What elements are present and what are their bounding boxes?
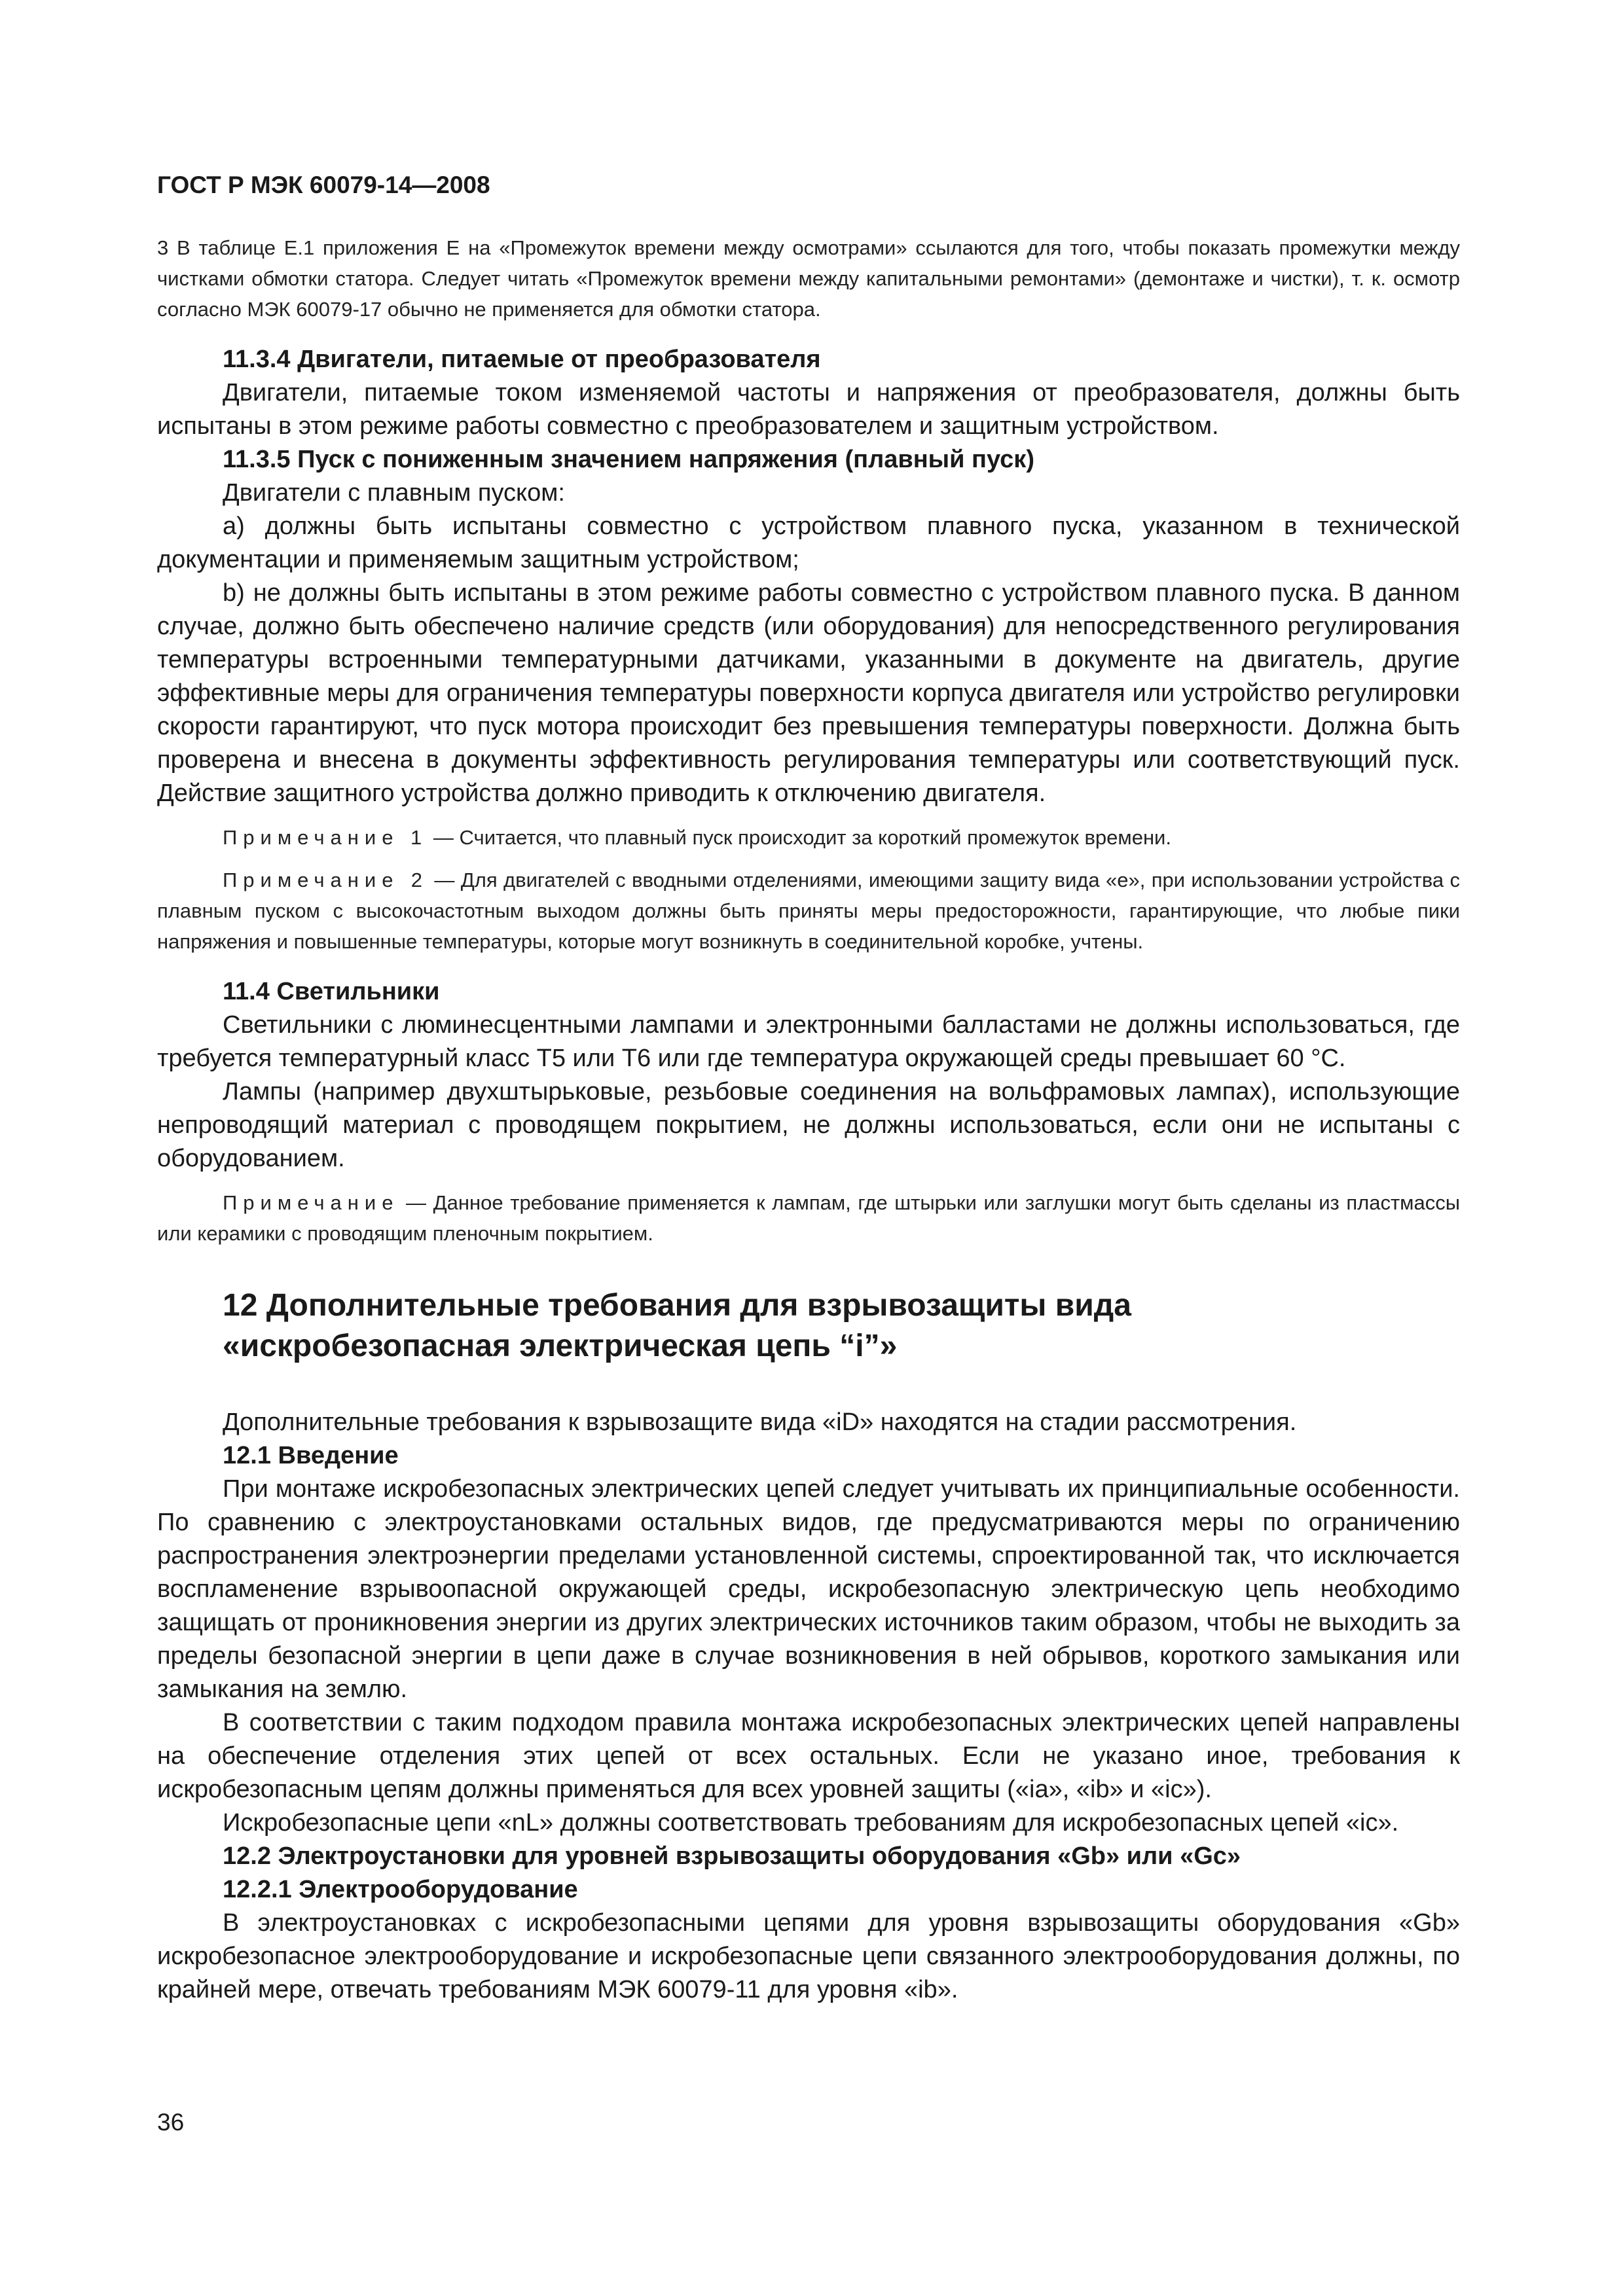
- paragraph-12-intro: Дополнительные требования к взрывозащите вида «iD» находятся на стадии рассмотрения.: [223, 1408, 1297, 1436]
- note-11-4-text: — Данное требование применяется к лампам, где штырьки или заглушки могут быть сделаны из пластмассы или керамики с проводящим пленочным покрытием.: [157, 1191, 1460, 1245]
- note-11-4: [157, 1187, 1460, 1249]
- heading-11-3-4: 11.3.4 Двигатели, питаемые от преобразователя: [223, 346, 821, 373]
- paragraph-12-1-3: Искробезопасные цепи «nL» должны соответствовать требованиям для искробезопасных цепей «ic».: [223, 1809, 1399, 1837]
- page-number: 36: [157, 2109, 185, 2136]
- paragraph-12-1-1: При монтаже искробезопасных электрических цепей следует учитывать их принципиальные особенности. По сравнению с электроустановками остальных видов, где предусматриваются меры по ограничению распространения электроэнергии пределами установленной системы, спроектированной так, что исключается воспламенение взрывоопасной окружающей среды, искробезопасную электрическую цепь необходимо защищать от проникновения энергии из других электрических источников таким образом, чтобы не выходить за пределы безопасной энергии в цепи даже в случае возникновения в ней обрывов, короткого замыкания или замыкания на землю.: [157, 1475, 1460, 1703]
- paragraph-12-2-1: В электроустановках с искробезопасными цепями для уровня взрывозащиты оборудования «Gb» искробезопасное электрооборудование и искробезопасные цепи связанного электрооборудования должны, по крайней мере, отвечать требованиям МЭК 60079-11 для уровня «ib».: [157, 1909, 1460, 2003]
- paragraph-11-4-1: Светильники с люминесцентными лампами и электронными балластами не должны использоваться, где требуется температурный класс Т5 или Т6 или где температура окружающей среды превышает 60 °С.: [157, 1011, 1460, 1072]
- heading-12-2: 12.2 Электроустановки для уровней взрывозащиты оборудования «Gb» или «Gc»: [223, 1842, 1241, 1870]
- heading-12-line-1: 12 Дополнительные требования для взрывозащиты вида: [223, 1288, 1131, 1323]
- list-item-b: b) не должны быть испытаны в этом режиме работы совместно с устройством плавного пуска. В данном случае, должно быть обеспечено наличие средств (или оборудования) для непосредственного регулирования температуры встроенными температурными датчиками, указанными в документе на двигатель, другие эффективные меры для ограничения температуры поверхности корпуса двигателя или устройство регулировки скорости гарантируют, что пуск мотора происходит без превышения температуры поверхности. Должна быть проверена и внесена в документы эффективность регулирования температуры или соответствующий пуск. Действие защитного устройства должно приводить к отключению двигателя.: [157, 579, 1460, 807]
- paragraph-11-3-5-intro: Двигатели с плавным пуском:: [223, 479, 565, 507]
- heading-12: [157, 1285, 1460, 1367]
- note-3: 3 В таблице Е.1 приложения Е на «Промежуток времени между осмотрами» ссылаются для того, чтобы показать промежутки между чистками обмотки статора. Следует читать «Промежуток времени между капитальными ремонтами» (демонтаже и чистки), т. к. осмотр согласно МЭК 60079-17 обычно не применяется для обмотки статора.: [157, 236, 1460, 321]
- note-2-label: Примечание 2: [223, 869, 429, 891]
- heading-12-line-2: «искробезопасная электрическая цепь “i”»: [223, 1329, 898, 1363]
- heading-11-4: 11.4 Светильники: [223, 978, 440, 1005]
- paragraph-12-1-2: В соответствии с таким подходом правила монтажа искробезопасных электрических цепей направлены на обеспечение отделения этих цепей от всех остальных. Если не указано иное, требования к искробезопасным цепям должны применяться для всех уровней защиты («ia», «ib» и «ic»).: [157, 1709, 1460, 1803]
- heading-12-1: 12.1 Введение: [223, 1442, 399, 1469]
- page-body: [157, 232, 1460, 2007]
- note-2: [157, 865, 1460, 957]
- note-1-label: Примечание 1: [223, 826, 428, 849]
- paragraph-11-3-4: Двигатели, питаемые током изменяемой частоты и напряжения от преобразователя, должны быть испытаны в этом режиме работы совместно с преобразователем и защитным устройством.: [157, 379, 1460, 440]
- running-header: ГОСТ Р МЭК 60079-14—2008: [157, 171, 490, 198]
- list-item-a: a) должны быть испытаны совместно с устройством плавного пуска, указанном в технической документации и применяемым защитным устройством;: [157, 512, 1460, 573]
- paragraph-11-4-2: Лампы (например двухштырьковые, резьбовые соединения на вольфрамовых лампах), использующие непроводящий материал с проводящем покрытием, не должны использоваться, если они не испытаны с оборудованием.: [157, 1078, 1460, 1172]
- heading-11-3-5: 11.3.5 Пуск с пониженным значением напряжения (плавный пуск): [223, 446, 1034, 473]
- heading-12-2-1: 12.2.1 Электрооборудование: [223, 1876, 578, 1903]
- note-11-4-label: Примечание: [223, 1191, 399, 1214]
- note-1-text: — Считается, что плавный пуск происходит за короткий промежуток времени.: [428, 826, 1171, 849]
- note-1: [157, 822, 1460, 853]
- note-2-text: — Для двигателей с вводными отделениями, имеющими защиту вида «е», при использовании устройства с плавным пуском с высокочастотным выходом должны быть приняты меры предосторожности, гарантирующие, что любые пики напряжения и повышенные температуры, которые могут возникнуть в соединительной коробке, учтены.: [157, 869, 1460, 953]
